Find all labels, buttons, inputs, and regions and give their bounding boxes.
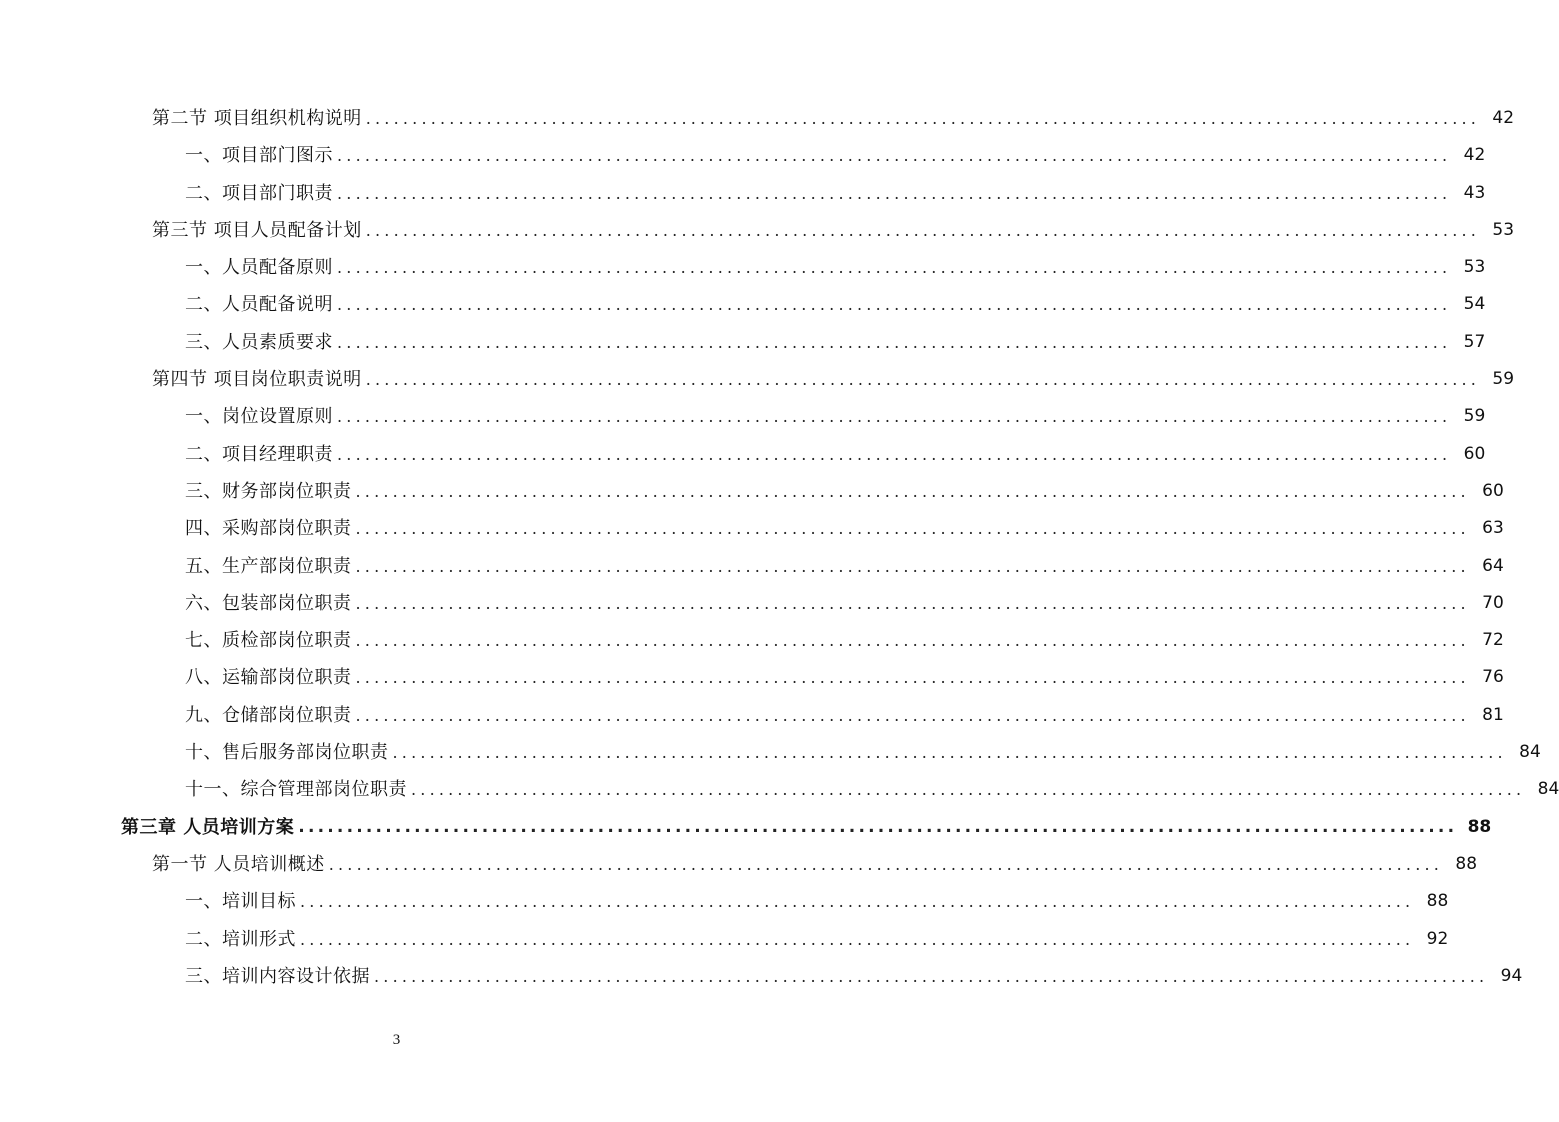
toc-subsection-entry[interactable] [0,585,1504,622]
toc-subsection-entry[interactable] [0,137,1486,174]
toc-entry-page-number: 63 [1482,518,1504,539]
toc-entry-page-number: 43 [1463,182,1486,203]
toc-entry-title: 九、仓储部岗位职责 [185,704,352,726]
toc-dot-leader: ........................................................................................................................ [298,816,1458,837]
toc-dot-leader: ........................................................................................................................ [337,183,1452,203]
toc-entry-page-number: 76 [1482,667,1504,688]
toc-entry-page-number: 72 [1482,630,1504,651]
toc-dot-leader: ........................................................................................................................ [355,631,1470,651]
toc-subsection-entry[interactable] [0,175,1486,212]
toc-entry-title: 第四节 项目岗位职责说明 [152,369,362,391]
toc-section-entry[interactable] [0,846,1478,883]
toc-entry-title: 三、培训内容设计依据 [185,965,370,987]
toc-dot-leader: ........................................................................................................................ [337,258,1452,278]
toc-entry-page-number: 88 [1426,891,1449,912]
toc-entry-title: 十、售后服务部岗位职责 [185,742,389,764]
toc-dot-leader: ........................................................................................................................ [337,146,1452,166]
toc-entry-title: 二、人员配备说明 [185,294,333,316]
toc-entry-page-number: 42 [1463,145,1486,166]
toc-dot-leader: ........................................................................................................................ [300,929,1415,949]
toc-subsection-entry[interactable] [0,697,1504,734]
toc-dot-leader: ........................................................................................................................ [337,444,1452,464]
toc-section-entry[interactable] [0,212,1515,249]
toc-dot-leader: ........................................................................................................................ [365,109,1481,128]
toc-entry-page-number: 70 [1482,592,1504,613]
toc-entry-page-number: 64 [1482,555,1504,576]
toc-dot-leader: ........................................................................................................................ [365,370,1481,390]
toc-entry-page-number: 84 [1519,742,1541,763]
toc-entry-title: 二、项目经理职责 [185,443,333,465]
toc-dot-leader: ........................................................................................................................ [337,332,1452,352]
toc-subsection-entry[interactable] [0,398,1486,435]
toc-entry-title: 四、采购部岗位职责 [185,518,352,540]
toc-subsection-entry[interactable] [0,473,1504,510]
toc-entry-title: 三、财务部岗位职责 [185,480,352,502]
toc-subsection-entry[interactable] [0,622,1504,659]
toc-dot-leader: ........................................................................................................................ [365,220,1481,240]
toc-dot-leader: ........................................................................................................................ [328,854,1444,874]
toc-dot-leader: ........................................................................................................................ [337,407,1452,427]
toc-dot-leader: ........................................................................................................................ [355,593,1470,613]
toc-entry-page-number: 81 [1482,704,1504,725]
toc-entry-title: 二、培训形式 [185,928,296,950]
toc-entry-page-number: 59 [1492,369,1515,390]
toc-entry-page-number: 60 [1463,443,1486,464]
toc-entry-page-number: 92 [1426,928,1449,949]
toc-section-entry[interactable] [0,100,1515,137]
toc-entry-title: 第三节 项目人员配备计划 [152,219,362,241]
toc-entry-title: 六、包装部岗位职责 [185,592,352,614]
toc-subsection-entry[interactable] [0,249,1486,286]
toc-entry-title: 二、项目部门职责 [185,182,333,204]
toc-subsection-entry[interactable] [0,548,1504,585]
toc-entry-title: 一、培训目标 [185,891,296,913]
toc-subsection-entry[interactable] [0,921,1449,958]
toc-dot-leader: ........................................................................................................................ [337,295,1452,315]
toc-subsection-entry[interactable] [0,771,1559,808]
toc-dot-leader: ........................................................................................................................ [355,519,1470,539]
toc-entry-page-number: 60 [1482,480,1504,501]
toc-dot-leader: ........................................................................................................................ [374,966,1489,986]
toc-subsection-entry[interactable] [0,883,1449,920]
toc-chapter-entry[interactable] [0,809,1492,846]
toc-entry-page-number: 88 [1467,816,1492,837]
toc-entry-page-number: 53 [1463,257,1486,278]
toc-subsection-entry[interactable] [0,286,1486,323]
toc-subsection-entry[interactable] [0,324,1486,361]
toc-entry-title: 七、质检部岗位职责 [185,630,352,652]
toc-subsection-entry[interactable] [0,659,1504,696]
toc-subsection-entry[interactable] [0,958,1523,995]
toc-dot-leader: ........................................................................................................................ [392,743,1507,763]
toc-dot-leader: ........................................................................................................................ [355,705,1470,725]
toc-entry-title: 第二节 项目组织机构说明 [152,108,362,129]
toc-entry-page-number: 42 [1492,108,1515,128]
toc-subsection-entry[interactable] [0,436,1486,473]
toc-section-entry[interactable] [0,361,1515,398]
toc-entry-title: 十一、综合管理部岗位职责 [185,779,407,801]
toc-entry-page-number: 84 [1537,779,1559,800]
toc-entry-title: 一、项目部门图示 [185,145,333,167]
toc-entry-title: 八、运输部岗位职责 [185,667,352,689]
toc-subsection-entry[interactable] [0,510,1504,547]
toc-entry-page-number: 94 [1500,965,1523,986]
toc-dot-leader: ........................................................................................................................ [411,780,1526,800]
toc-entry-page-number: 53 [1492,219,1515,240]
toc-subsection-entry[interactable] [0,734,1541,771]
toc-dot-leader: ........................................................................................................................ [300,892,1415,912]
toc-entry-page-number: 57 [1463,331,1486,352]
page-footer-number: 3 [392,1032,401,1048]
toc-entry-page-number: 88 [1455,853,1478,874]
toc-entry-page-number: 54 [1463,294,1486,315]
table-of-contents [0,100,1559,995]
toc-entry-title: 三、人员素质要求 [185,331,333,353]
toc-dot-leader: ........................................................................................................................ [355,556,1470,576]
toc-entry-title: 五、生产部岗位职责 [185,555,352,577]
toc-entry-title: 第一节 人员培训概述 [152,853,325,875]
toc-entry-page-number: 59 [1463,406,1486,427]
toc-dot-leader: ........................................................................................................................ [355,481,1470,501]
toc-entry-title: 一、人员配备原则 [185,257,333,279]
toc-dot-leader: ........................................................................................................................ [355,668,1470,688]
toc-entry-title: 一、岗位设置原则 [185,406,333,428]
toc-entry-title: 第三章 人员培训方案 [121,816,295,838]
